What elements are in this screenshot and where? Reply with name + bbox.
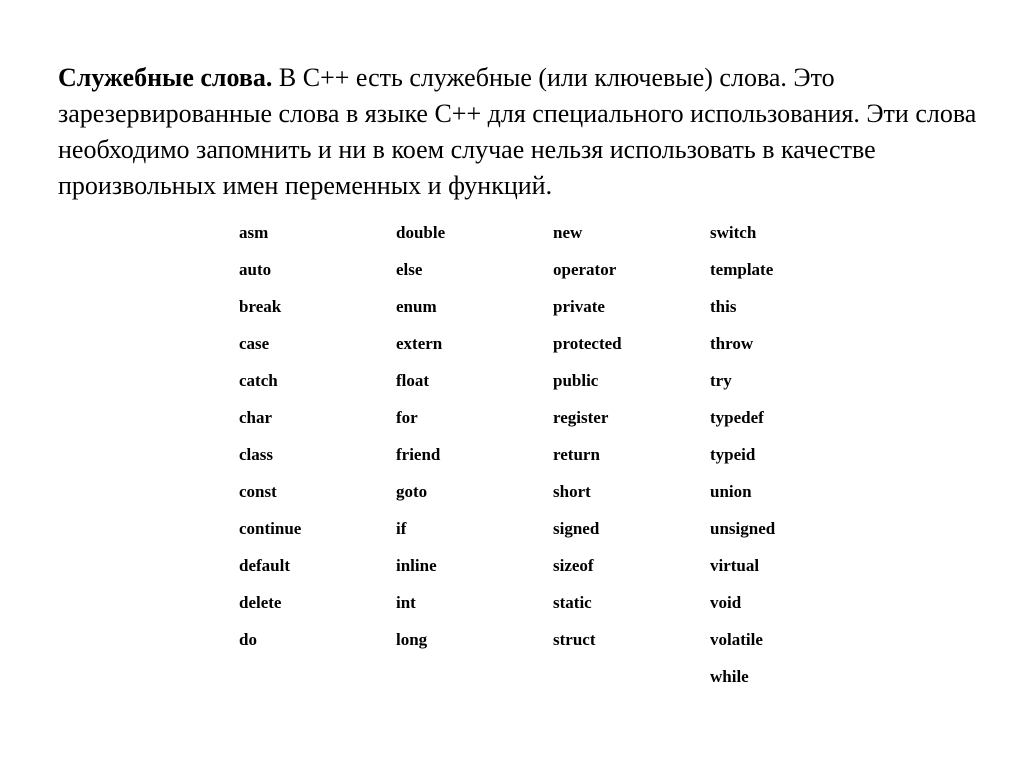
keyword-protected: protected bbox=[553, 334, 622, 353]
keyword-private: private bbox=[553, 297, 605, 316]
keyword-case: case bbox=[239, 334, 270, 353]
keyword-signed: signed bbox=[553, 519, 600, 538]
keyword-try: try bbox=[710, 371, 732, 390]
keyword-int: int bbox=[396, 593, 416, 612]
keyword-throw: throw bbox=[710, 334, 754, 353]
keyword-inline: inline bbox=[396, 556, 437, 575]
keyword-return: return bbox=[553, 445, 600, 464]
keyword-extern: extern bbox=[396, 334, 443, 353]
keyword-enum: enum bbox=[396, 297, 437, 316]
keyword-unsigned: unsigned bbox=[710, 519, 776, 538]
keyword-template: template bbox=[710, 260, 774, 279]
intro-term: Служебные слова. bbox=[58, 63, 273, 92]
keyword-typedef: typedef bbox=[710, 408, 764, 427]
keyword-struct: struct bbox=[553, 630, 596, 649]
keyword-delete: delete bbox=[239, 593, 282, 612]
keyword-volatile: volatile bbox=[710, 630, 763, 649]
keyword-static: static bbox=[553, 593, 592, 612]
keyword-sizeof: sizeof bbox=[553, 556, 594, 575]
keyword-operator: operator bbox=[553, 260, 617, 279]
keyword-friend: friend bbox=[396, 445, 441, 464]
keyword-typeid: typeid bbox=[710, 445, 756, 464]
keyword-short: short bbox=[553, 482, 591, 501]
keyword-continue: continue bbox=[239, 519, 302, 538]
keyword-register: register bbox=[553, 408, 609, 427]
keyword-column bbox=[239, 222, 396, 703]
keyword-else: else bbox=[396, 260, 423, 279]
keyword-catch: catch bbox=[239, 371, 278, 390]
keyword-new: new bbox=[553, 223, 583, 242]
keyword-class: class bbox=[239, 445, 273, 464]
keyword-float: float bbox=[396, 371, 430, 390]
keyword-char: char bbox=[239, 408, 273, 427]
keyword-for: for bbox=[396, 408, 418, 427]
keyword-default: default bbox=[239, 556, 290, 575]
keyword-column bbox=[710, 222, 830, 703]
keyword-table bbox=[239, 222, 830, 703]
keyword-while: while bbox=[710, 667, 749, 686]
keyword-column bbox=[553, 222, 710, 703]
keyword-void: void bbox=[710, 593, 742, 612]
keyword-goto: goto bbox=[396, 482, 428, 501]
keyword-do: do bbox=[239, 630, 257, 649]
keyword-asm: asm bbox=[239, 223, 269, 242]
keyword-column bbox=[396, 222, 553, 703]
keyword-switch: switch bbox=[710, 223, 757, 242]
keyword-if: if bbox=[396, 519, 407, 538]
keyword-const: const bbox=[239, 482, 277, 501]
intro-text: В С++ есть служебные (или ключевые) слова. Это зарезервированные слова в языке С++ для специального использования. Эти слова необходимо запомнить и ни в коем случае нельзя использовать в качестве произвольных имен переменных и функций. bbox=[58, 63, 977, 200]
keyword-break: break bbox=[239, 297, 282, 316]
keyword-long: long bbox=[396, 630, 428, 649]
keyword-virtual: virtual bbox=[710, 556, 760, 575]
keyword-double: double bbox=[396, 223, 446, 242]
keyword-auto: auto bbox=[239, 260, 272, 279]
keyword-this: this bbox=[710, 297, 737, 316]
intro-paragraph bbox=[58, 60, 988, 204]
keyword-union: union bbox=[710, 482, 752, 501]
keyword-public: public bbox=[553, 371, 599, 390]
